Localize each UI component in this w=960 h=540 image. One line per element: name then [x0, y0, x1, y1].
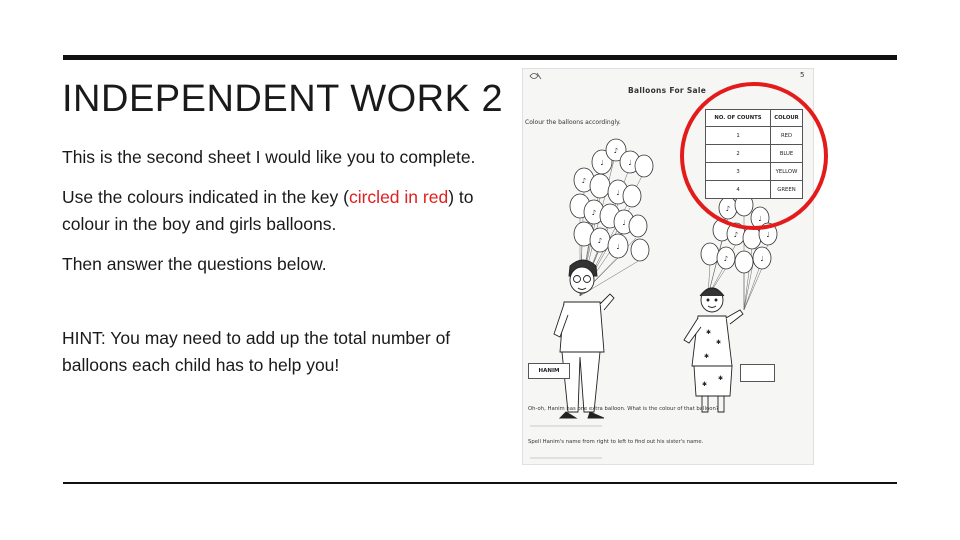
worksheet-question-1: Oh-oh, Hanim has one extra balloon. What is the colour of that balloon? — [528, 406, 719, 412]
svg-text:♩: ♩ — [758, 215, 762, 223]
svg-text:✱: ✱ — [716, 339, 722, 346]
svg-text:✱: ✱ — [706, 329, 712, 336]
svg-text:♩: ♩ — [622, 219, 626, 227]
boy-figure — [554, 260, 614, 418]
svg-text:✱: ✱ — [702, 381, 708, 388]
answer-box — [740, 364, 775, 382]
worksheet-logo-icon — [530, 73, 541, 79]
slide-title: INDEPENDENT WORK 2 — [62, 78, 504, 120]
colour-key-colour: RED — [771, 127, 803, 145]
worksheet-page-number: 5 — [800, 71, 805, 79]
svg-text:✱: ✱ — [704, 353, 710, 360]
boy-balloons — [570, 139, 653, 261]
paragraph-colour-instructions — [62, 184, 492, 238]
boy-name-label: HANIM — [528, 363, 570, 379]
svg-text:♪: ♪ — [581, 177, 587, 185]
svg-text:♪: ♪ — [597, 237, 603, 245]
paragraph-answer-questions: Then answer the questions below. — [62, 254, 327, 274]
colour-key-count: 2 — [706, 145, 771, 163]
svg-text:♪: ♪ — [733, 231, 739, 239]
colour-key-colour: YELLOW — [771, 163, 803, 181]
slide-body — [62, 144, 492, 379]
colour-key-count: 3 — [706, 163, 771, 181]
worksheet-title: Balloons For Sale — [628, 86, 707, 95]
svg-text:♩: ♩ — [616, 189, 620, 197]
hint-text: HINT: You may need to add up the total number of balloons each child has to help you! — [62, 328, 451, 375]
red-highlight-circle — [680, 82, 828, 230]
paragraph-colour-text-end: ) to colour in the boy and girls balloons. — [62, 187, 474, 234]
top-divider — [63, 55, 897, 60]
girl-figure — [684, 288, 743, 412]
svg-text:♪: ♪ — [725, 205, 731, 213]
svg-text:♩: ♩ — [616, 243, 620, 251]
colour-key-colour: GREEN — [771, 181, 803, 199]
svg-text:♩: ♩ — [760, 255, 764, 263]
colour-key-header-colour: COLOUR — [771, 110, 803, 127]
colour-key-count: 4 — [706, 181, 771, 199]
paragraph-intro: This is the second sheet I would like you to complete. — [62, 147, 476, 167]
worksheet-question-2: Spell Hanim's name from right to left to find out his sister's name. — [528, 439, 704, 445]
svg-text:♪: ♪ — [723, 255, 729, 263]
colour-key-colour: BLUE — [771, 145, 803, 163]
svg-text:♩: ♩ — [766, 231, 770, 239]
svg-text:✱: ✱ — [718, 375, 724, 382]
svg-text:♩: ♩ — [628, 159, 632, 167]
worksheet-instruction: Colour the balloons accordingly. — [525, 119, 621, 126]
svg-text:♪: ♪ — [591, 209, 597, 217]
colour-key-count: 1 — [706, 127, 771, 145]
colour-key-header-counts: NO. OF COUNTS — [706, 110, 771, 127]
svg-text:♪: ♪ — [613, 147, 619, 155]
paragraph-colour-text-start: Use the colours indicated in the key ( — [62, 187, 349, 207]
bottom-divider — [63, 482, 897, 484]
svg-text:♩: ♩ — [600, 159, 604, 167]
circled-in-red-text: circled in red — [348, 187, 449, 207]
